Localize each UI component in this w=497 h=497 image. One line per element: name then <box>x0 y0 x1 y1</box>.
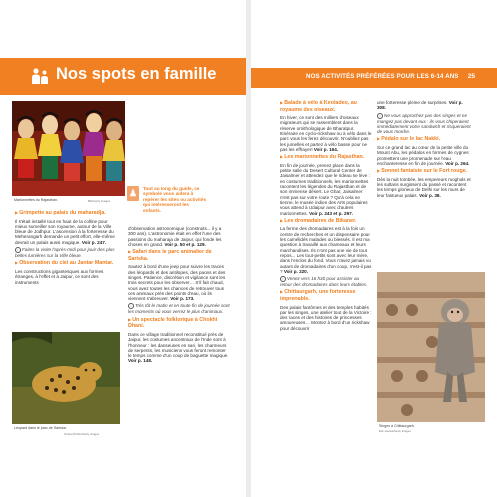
page-number: 25 <box>467 73 475 80</box>
right-col-2 <box>377 100 472 200</box>
left-col-2 <box>128 226 230 366</box>
running-title: NOS ACTIVITÉS PRÉFÉRÉES POUR LES 6-14 ANS <box>306 73 459 80</box>
info-text: Tout au long du guide, ce symbole vous aidera à repérer les sites ou activités qui intéresseront les enfants. <box>143 186 207 213</box>
monkey-temple-photo <box>377 272 485 422</box>
body-fortress: une forteresse pleine de surprises. Voir p. 308. <box>377 100 463 111</box>
body-nakki: Sur ce grand lac au cœur de la petite ville du Mount Abu, les pédalos en formes de cygnes promettent une promenade sur l'eau enchanteresse en fin de journée. Voir p. 264. <box>377 145 470 166</box>
body-chittaurgarh: Des palais fantômes et des temples habités par les singes, une atelier tout de la Victoire : des races et des histoires de princesses amoureuses… Montez à bord d'un rickshaw pour découvrir <box>280 304 372 331</box>
heading-redfort: ▶ Sonnet fantaisie sur le Fort rouge. <box>377 168 468 175</box>
body-observatory: d'observation astronomique (construits... il y a 300 ans). L'astronomie était en effet l'une des passions du maharaja de Jaipur, qui fonde les choses en grand. Voir p. 50 et p. 129. <box>128 226 222 247</box>
right-page <box>251 0 497 497</box>
heading-chittaurgarh: ▶ Chittaurgarh, une forteresse imprenable. <box>280 289 356 302</box>
heading-keoladeo: ▶ Balade à vélo à Keoladeo, au royaume des oiseaux. <box>280 100 357 113</box>
puppets-caption: Marionnettes du Rajasthan. <box>14 198 58 202</box>
body-chokhi: Dans ce village traditionnel reconstitué près de Jaipur, les costumes ancestraux de l'Inde sont à l'honneur : les danseuses en sari, les charmeurs de serpents, les musiciens vous feront remonter le temps comme d'un coup de baguette magique. Voir p. 148. <box>128 331 229 364</box>
body-bikaner: La ferme des dromadaires est à la fois un centre de recherches et un dispensaire pour les camélidés malades ou blessés. Il est ma question à travaillé aux chameaux et leurs marchandises. Ils n'ont pas une vie de tout repos... Les tout-petits sont avec leur mère, dans l'enclos du fond. Vous n'avez jamais vu autant de dromadaires d'un coup, n'est-il pas ? Voir p. 220. <box>280 226 372 274</box>
body-keoladeo: En hiver, ce sont des milliers d'oiseaux migrateurs qui se rassemblent dans la réserve ornithologique de Bharatpur. Itinéraire en cyclo-rickshaw ou à vélo dans le parc vous les ferez découvrir. N'oubliez pas les jumelles et partez à vélo basse pour ne pas les effrayer! Voir p. 164. <box>280 115 372 152</box>
leopard-photo <box>12 332 120 424</box>
puppets-photo <box>12 101 125 196</box>
heading-puppets: ▶ Les marionnettes du Rajasthan. <box>280 154 365 161</box>
left-page <box>0 0 246 497</box>
family-badge-icon: ♟ <box>127 186 139 201</box>
tip-monkeys: i Ne vous approchez pas des singes et ne mangez pas devant eux : ils vous chiperaient immédiatement votre sandwich et risqueraient de vous mordre. <box>377 112 471 135</box>
heading-sariska: ▶ Safari dans le parc animalier de Sariska. <box>128 249 212 262</box>
left-col-1 <box>15 210 119 287</box>
leopard-credit: Ondrej Pichler/Getty Images <box>64 432 100 436</box>
monkey-credit: Eric Isselee/Getty Images <box>379 429 411 433</box>
page-title: Nos spots en famille <box>56 65 217 83</box>
tip-bikaner: i Venez vers 16 h30 pour assister au retour des dromadaires dans leurs étables. <box>280 276 368 288</box>
heading-chokhi: ▶ Un spectacle folklorique à Chokhi Dhani. <box>128 316 218 330</box>
section-header <box>0 58 246 95</box>
puppets-credit: Bibi/Getty Images <box>88 199 111 203</box>
body-palace: Il s'était installé tout en haut de la colline pour mieux surveiller son royaume, autour de la Ville bleue de Jodhpur. L'ascension à la forteresse du Meherangarh demande un petit effort, elle-même devrait un palais aussi magique. Voir p. 247. <box>15 218 115 245</box>
body-puppets: En fin de journée, prenez place dans la petite salle du Desert Cultural Center de Jaisalmer et attendez que le rideau se lève : en costumes traditionnels, les marionnettes racontent les légendes du Rajasthan et de son immense désert. Le Ghar, Jaisalmer n'est pas sur votre route ? Qu'à cela ne tienne, le musée indien des Arts populaires vous attend à Udaipur avec d'autres marionnettes. Voir p. 243 et p. 297. <box>280 162 370 216</box>
heading-bikaner: ▶ Les dromadaires de Bikaner. <box>280 217 357 224</box>
right-col-1 <box>280 100 372 333</box>
monkey-caption: Singes à Chittaurgarh. <box>379 424 415 428</box>
body-redfort: Dès la nuit tombée, les empereurs moghols et les sultans surgissent du passé et racontent les temps glorieux de Delhi sur les murs de leur fastueux palais. Voir p. 38. <box>377 176 471 198</box>
tip-sariska: i Très tôt le matin et en toute fin de journée sont les moments où vous verrez le plus d'animaux. <box>128 303 230 315</box>
heading-jantar: ▶ Observation du ciel au Jantar Mantar. <box>15 260 114 267</box>
family-icon <box>31 67 51 85</box>
body-sariska: Sautez à bord d'une jeep pour suivre les traces des léopards et des antilopes, des paons et des singes. Patience, discrétion et vigilance sont les trois secrets pour les observer… S'il fait chaud, vous avez toutes les chances de retrouver tous ces animaux près des points d'eau, où ils viennent s'abreuver. Voir p. 173. <box>128 264 226 302</box>
body-jantar: Les constructions gigantesques aux formes étranges, à l'effet et à Jaipur, ce sont des instruments <box>15 268 104 285</box>
running-header <box>251 68 497 88</box>
tip-palace: i Faites la visite l'après-midi pour jouir des plus belles lumières sur la Ville bleue. <box>15 247 115 259</box>
heading-nakki: ▶ Pédalo sur le lac Nakki. <box>377 136 441 143</box>
leopard-caption: Léopard dans le parc de Sariska. <box>14 426 67 430</box>
heading-palace: ▶ Grimpette au palais du maharadja. <box>15 210 106 216</box>
